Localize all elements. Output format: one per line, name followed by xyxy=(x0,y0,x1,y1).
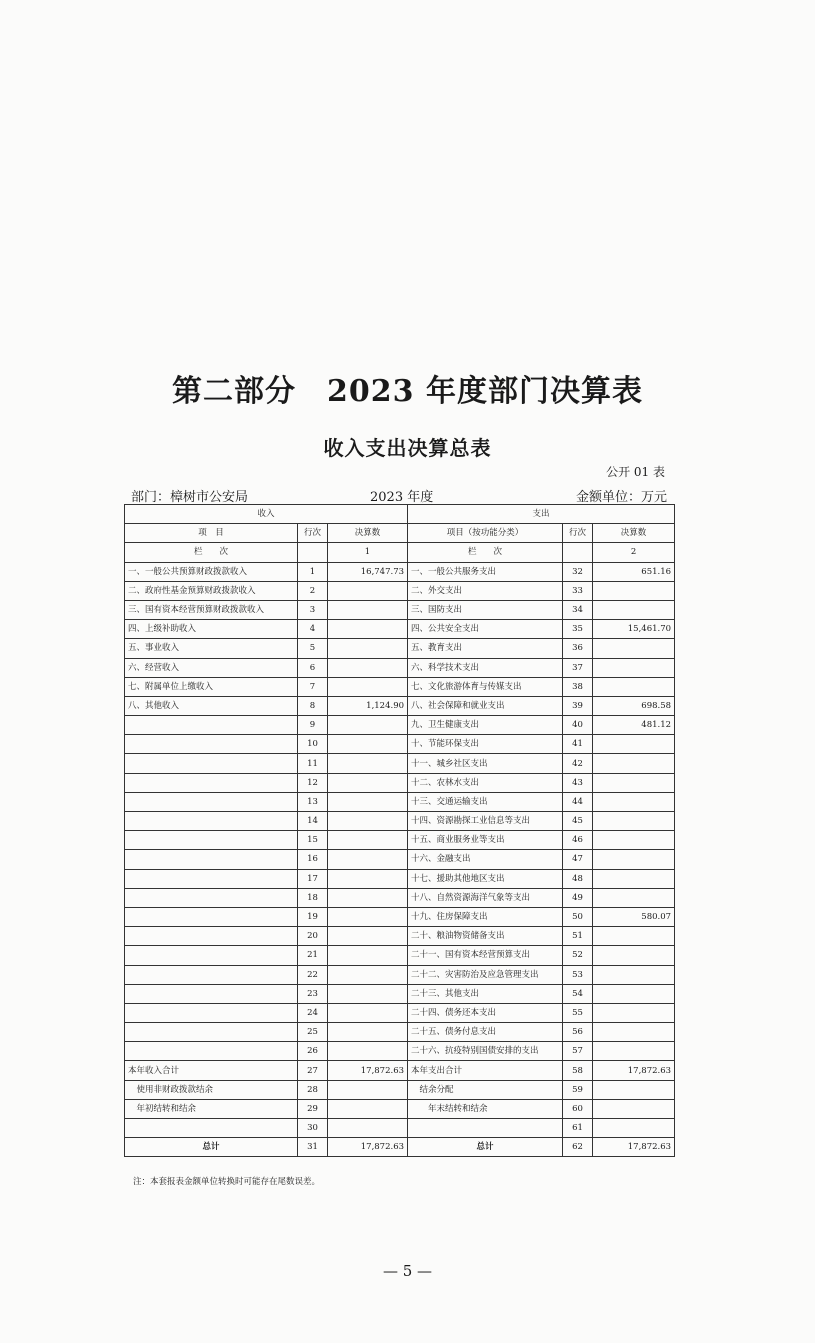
income-rowno-cell: 27 xyxy=(298,1061,328,1080)
expense-amount-cell: 651.16 xyxy=(593,562,675,581)
income-rowno-cell: 20 xyxy=(298,927,328,946)
expense-item-cell: 八、社会保障和就业支出 xyxy=(408,696,563,715)
income-column-number: 1 xyxy=(328,543,408,562)
expense-amount-cell xyxy=(593,773,675,792)
expense-rowno-cell: 43 xyxy=(563,773,593,792)
income-column-blank xyxy=(298,543,328,562)
expense-item-cell: 十一、城乡社区支出 xyxy=(408,754,563,773)
income-item-cell: 一、一般公共预算财政拨款收入 xyxy=(125,562,298,581)
expense-item-cell: 十八、自然资源海洋气象等支出 xyxy=(408,888,563,907)
expense-item-cell xyxy=(408,1119,563,1138)
table-row xyxy=(125,677,675,696)
table-row xyxy=(125,1023,675,1042)
expense-amount-cell xyxy=(593,1099,675,1118)
table-row xyxy=(125,1003,675,1022)
income-item-cell: 二、政府性基金预算财政拨款收入 xyxy=(125,581,298,600)
expense-item-cell: 结余分配 xyxy=(408,1080,563,1099)
income-item-cell xyxy=(125,965,298,984)
income-amount-cell xyxy=(328,888,408,907)
income-rowno-cell: 2 xyxy=(298,581,328,600)
expense-rowno-cell: 49 xyxy=(563,888,593,907)
expense-item-cell: 二十五、债务付息支出 xyxy=(408,1023,563,1042)
income-total-rowno: 31 xyxy=(298,1138,328,1157)
income-amount-cell: 17,872.63 xyxy=(328,1061,408,1080)
expense-item-cell: 七、文化旅游体育与传媒支出 xyxy=(408,677,563,696)
income-amount-cell xyxy=(328,927,408,946)
income-amount-cell xyxy=(328,1119,408,1138)
expense-amount-cell xyxy=(593,927,675,946)
income-total-label: 总计 xyxy=(125,1138,298,1157)
table-row xyxy=(125,792,675,811)
expense-amount-cell xyxy=(593,1080,675,1099)
expense-rowno-cell: 60 xyxy=(563,1099,593,1118)
income-item-cell: 五、事业收入 xyxy=(125,639,298,658)
income-amount-cell xyxy=(328,677,408,696)
expense-amount-cell xyxy=(593,888,675,907)
expense-rowno-cell: 57 xyxy=(563,1042,593,1061)
expense-item-cell: 十四、资源勘探工业信息等支出 xyxy=(408,812,563,831)
expense-amount-cell xyxy=(593,639,675,658)
expense-rowno-cell: 34 xyxy=(563,600,593,619)
table-row xyxy=(125,869,675,888)
table-row xyxy=(125,1119,675,1138)
income-rowno-cell: 6 xyxy=(298,658,328,677)
expense-rowno-cell: 48 xyxy=(563,869,593,888)
income-amount-cell xyxy=(328,716,408,735)
table-row xyxy=(125,1099,675,1118)
income-rowno-cell: 11 xyxy=(298,754,328,773)
table-row xyxy=(125,812,675,831)
income-rowno-cell: 23 xyxy=(298,984,328,1003)
income-rowno-cell: 24 xyxy=(298,1003,328,1022)
expense-rowno-cell: 36 xyxy=(563,639,593,658)
expense-amount-cell xyxy=(593,754,675,773)
income-rowno-cell: 8 xyxy=(298,696,328,715)
income-item-cell xyxy=(125,716,298,735)
income-item-cell xyxy=(125,850,298,869)
department-label: 部门：樟树市公安局 xyxy=(131,490,249,505)
expense-column-number: 2 xyxy=(593,543,675,562)
income-rowno-cell: 18 xyxy=(298,888,328,907)
expense-amount-cell xyxy=(593,965,675,984)
expense-amount-cell xyxy=(593,1042,675,1061)
expense-rowno-cell: 59 xyxy=(563,1080,593,1099)
unit-label: 金额单位：万元 xyxy=(575,490,667,505)
income-rowno-cell: 28 xyxy=(298,1080,328,1099)
income-amount-cell xyxy=(328,639,408,658)
expense-rowno-cell: 52 xyxy=(563,946,593,965)
table-row xyxy=(125,946,675,965)
table-row xyxy=(125,907,675,926)
expense-rowno-cell: 54 xyxy=(563,984,593,1003)
expense-item-cell: 十六、金融支出 xyxy=(408,850,563,869)
expense-amount-cell xyxy=(593,1119,675,1138)
form-number: 公开 01 表 xyxy=(606,465,665,479)
income-amount-cell: 16,747.73 xyxy=(328,562,408,581)
expense-total-amount: 17,872.63 xyxy=(593,1138,675,1157)
income-amount-cell: 1,124.90 xyxy=(328,696,408,715)
expense-item-cell: 六、科学技术支出 xyxy=(408,658,563,677)
expense-amount-cell xyxy=(593,1023,675,1042)
expense-amount-cell xyxy=(593,581,675,600)
income-item-cell xyxy=(125,773,298,792)
table-row xyxy=(125,888,675,907)
expense-rowno-cell: 47 xyxy=(563,850,593,869)
income-rowno-cell: 4 xyxy=(298,620,328,639)
income-amount-cell xyxy=(328,1080,408,1099)
expense-item-cell: 二十二、灾害防治及应急管理支出 xyxy=(408,965,563,984)
expense-rowno-cell: 45 xyxy=(563,812,593,831)
income-item-cell xyxy=(125,812,298,831)
total-row xyxy=(125,1138,675,1157)
income-amount-cell xyxy=(328,831,408,850)
expense-amount-cell: 15,461.70 xyxy=(593,620,675,639)
expense-amount-cell xyxy=(593,946,675,965)
income-item-cell xyxy=(125,831,298,850)
income-item-cell xyxy=(125,1003,298,1022)
expense-rowno-cell: 41 xyxy=(563,735,593,754)
income-rowno-header: 行次 xyxy=(298,524,328,543)
income-expense-table xyxy=(124,504,675,1157)
expense-item-cell: 十三、交通运输支出 xyxy=(408,792,563,811)
expense-amount-header: 决算数 xyxy=(593,524,675,543)
expense-rowno-cell: 50 xyxy=(563,907,593,926)
table-row xyxy=(125,984,675,1003)
table-row xyxy=(125,850,675,869)
expense-item-cell: 一、一般公共服务支出 xyxy=(408,562,563,581)
table-row xyxy=(125,927,675,946)
expense-item-header: 项目（按功能分类） xyxy=(408,524,563,543)
income-amount-cell xyxy=(328,581,408,600)
table-row xyxy=(125,773,675,792)
income-item-cell xyxy=(125,735,298,754)
income-amount-cell xyxy=(328,1003,408,1022)
expense-item-cell: 十二、农林水支出 xyxy=(408,773,563,792)
table-row xyxy=(125,716,675,735)
expense-amount-cell xyxy=(593,850,675,869)
table-row xyxy=(125,1080,675,1099)
expense-amount-cell xyxy=(593,869,675,888)
expense-rowno-cell: 42 xyxy=(563,754,593,773)
income-item-cell: 年初结转和结余 xyxy=(125,1099,298,1118)
income-rowno-cell: 14 xyxy=(298,812,328,831)
table-row xyxy=(125,639,675,658)
expense-rowno-cell: 61 xyxy=(563,1119,593,1138)
expense-total-label: 总计 xyxy=(408,1138,563,1157)
income-amount-cell xyxy=(328,984,408,1003)
income-amount-cell xyxy=(328,658,408,677)
income-item-cell xyxy=(125,754,298,773)
table-row xyxy=(125,658,675,677)
expense-item-cell: 二、外交支出 xyxy=(408,581,563,600)
income-item-cell xyxy=(125,1023,298,1042)
table-row xyxy=(125,1042,675,1061)
income-total-amount: 17,872.63 xyxy=(328,1138,408,1157)
expense-rowno-cell: 39 xyxy=(563,696,593,715)
income-amount-cell xyxy=(328,600,408,619)
income-amount-cell xyxy=(328,850,408,869)
expense-item-cell: 十九、住房保障支出 xyxy=(408,907,563,926)
income-rowno-cell: 22 xyxy=(298,965,328,984)
expense-item-cell: 二十一、国有资本经营预算支出 xyxy=(408,946,563,965)
expense-item-cell: 二十三、其他支出 xyxy=(408,984,563,1003)
income-amount-cell xyxy=(328,812,408,831)
income-amount-cell xyxy=(328,1099,408,1118)
income-rowno-cell: 10 xyxy=(298,735,328,754)
income-rowno-cell: 5 xyxy=(298,639,328,658)
expense-item-cell: 二十、粮油物资储备支出 xyxy=(408,927,563,946)
income-rowno-cell: 7 xyxy=(298,677,328,696)
table-row xyxy=(125,831,675,850)
income-rowno-cell: 1 xyxy=(298,562,328,581)
income-rowno-cell: 26 xyxy=(298,1042,328,1061)
expense-amount-cell xyxy=(593,735,675,754)
expense-amount-cell xyxy=(593,1003,675,1022)
income-amount-cell xyxy=(328,946,408,965)
expense-amount-cell xyxy=(593,600,675,619)
income-rowno-cell: 25 xyxy=(298,1023,328,1042)
income-rowno-cell: 16 xyxy=(298,850,328,869)
income-item-cell xyxy=(125,984,298,1003)
income-amount-header: 决算数 xyxy=(328,524,408,543)
expense-item-cell: 九、卫生健康支出 xyxy=(408,716,563,735)
expense-amount-cell xyxy=(593,658,675,677)
income-amount-cell xyxy=(328,907,408,926)
expense-item-cell: 十、节能环保支出 xyxy=(408,735,563,754)
expense-amount-cell xyxy=(593,984,675,1003)
page-number: — 5 — xyxy=(382,1262,433,1280)
expense-rowno-cell: 38 xyxy=(563,677,593,696)
income-item-cell xyxy=(125,927,298,946)
income-item-cell: 八、其他收入 xyxy=(125,696,298,715)
income-column-label: 栏 次 xyxy=(125,543,298,562)
income-item-header: 项 目 xyxy=(125,524,298,543)
income-item-cell: 七、附属单位上缴收入 xyxy=(125,677,298,696)
table-row xyxy=(125,754,675,773)
expense-rowno-cell: 32 xyxy=(563,562,593,581)
income-item-cell xyxy=(125,792,298,811)
income-item-cell xyxy=(125,888,298,907)
expense-item-cell: 二十四、债务还本支出 xyxy=(408,1003,563,1022)
expense-rowno-cell: 33 xyxy=(563,581,593,600)
table-row xyxy=(125,562,675,581)
expense-rowno-cell: 53 xyxy=(563,965,593,984)
income-rowno-cell: 12 xyxy=(298,773,328,792)
expense-rowno-cell: 37 xyxy=(563,658,593,677)
income-amount-cell xyxy=(328,754,408,773)
expense-rowno-cell: 56 xyxy=(563,1023,593,1042)
expense-item-cell: 本年支出合计 xyxy=(408,1061,563,1080)
income-rowno-cell: 19 xyxy=(298,907,328,926)
table-row xyxy=(125,965,675,984)
income-item-cell xyxy=(125,907,298,926)
footnote: 注：本套报表金额单位转换时可能存在尾数误差。 xyxy=(133,1177,321,1187)
expense-rowno-cell: 40 xyxy=(563,716,593,735)
expense-amount-cell: 698.58 xyxy=(593,696,675,715)
expense-rowno-header: 行次 xyxy=(563,524,593,543)
expense-rowno-cell: 55 xyxy=(563,1003,593,1022)
income-rowno-cell: 13 xyxy=(298,792,328,811)
income-item-cell xyxy=(125,869,298,888)
expense-column-label: 栏 次 xyxy=(408,543,563,562)
income-amount-cell xyxy=(328,620,408,639)
expense-column-blank xyxy=(563,543,593,562)
income-amount-cell xyxy=(328,1042,408,1061)
income-item-cell: 使用非财政拨款结余 xyxy=(125,1080,298,1099)
table-title: 收入支出决算总表 xyxy=(323,436,492,460)
expense-amount-cell xyxy=(593,831,675,850)
income-amount-cell xyxy=(328,1023,408,1042)
income-item-cell xyxy=(125,1042,298,1061)
income-amount-cell xyxy=(328,965,408,984)
income-item-cell: 四、上级补助收入 xyxy=(125,620,298,639)
income-item-cell: 本年收入合计 xyxy=(125,1061,298,1080)
expense-item-cell: 十五、商业服务业等支出 xyxy=(408,831,563,850)
expense-amount-cell xyxy=(593,677,675,696)
expense-rowno-cell: 51 xyxy=(563,927,593,946)
income-rowno-cell: 21 xyxy=(298,946,328,965)
income-rowno-cell: 9 xyxy=(298,716,328,735)
table-row xyxy=(125,620,675,639)
expense-amount-cell xyxy=(593,792,675,811)
income-item-cell xyxy=(125,1119,298,1138)
expense-item-cell: 五、教育支出 xyxy=(408,639,563,658)
expense-amount-cell: 17,872.63 xyxy=(593,1061,675,1080)
year-label: 2023 年度 xyxy=(370,490,434,505)
table-row xyxy=(125,696,675,715)
table-row xyxy=(125,581,675,600)
expense-amount-cell: 481.12 xyxy=(593,716,675,735)
income-amount-cell xyxy=(328,869,408,888)
income-amount-cell xyxy=(328,735,408,754)
expense-amount-cell xyxy=(593,812,675,831)
income-item-cell: 三、国有资本经营预算财政拨款收入 xyxy=(125,600,298,619)
table-row xyxy=(125,600,675,619)
expense-header: 支出 xyxy=(408,505,675,524)
page-title: 第二部分 2023 年度部门决算表 xyxy=(172,374,643,409)
expense-total-rowno: 62 xyxy=(563,1138,593,1157)
expense-item-cell: 四、公共安全支出 xyxy=(408,620,563,639)
table-row xyxy=(125,1061,675,1080)
income-amount-cell xyxy=(328,792,408,811)
expense-rowno-cell: 46 xyxy=(563,831,593,850)
income-rowno-cell: 3 xyxy=(298,600,328,619)
expense-item-cell: 二十六、抗疫特别国债安排的支出 xyxy=(408,1042,563,1061)
expense-rowno-cell: 58 xyxy=(563,1061,593,1080)
expense-item-cell: 年末结转和结余 xyxy=(408,1099,563,1118)
expense-rowno-cell: 44 xyxy=(563,792,593,811)
expense-item-cell: 十七、援助其他地区支出 xyxy=(408,869,563,888)
income-rowno-cell: 30 xyxy=(298,1119,328,1138)
income-amount-cell xyxy=(328,773,408,792)
table-row xyxy=(125,735,675,754)
expense-rowno-cell: 35 xyxy=(563,620,593,639)
expense-item-cell: 三、国防支出 xyxy=(408,600,563,619)
income-header: 收入 xyxy=(125,505,408,524)
income-rowno-cell: 29 xyxy=(298,1099,328,1118)
income-item-cell: 六、经营收入 xyxy=(125,658,298,677)
income-rowno-cell: 15 xyxy=(298,831,328,850)
income-rowno-cell: 17 xyxy=(298,869,328,888)
income-item-cell xyxy=(125,946,298,965)
expense-amount-cell: 580.07 xyxy=(593,907,675,926)
